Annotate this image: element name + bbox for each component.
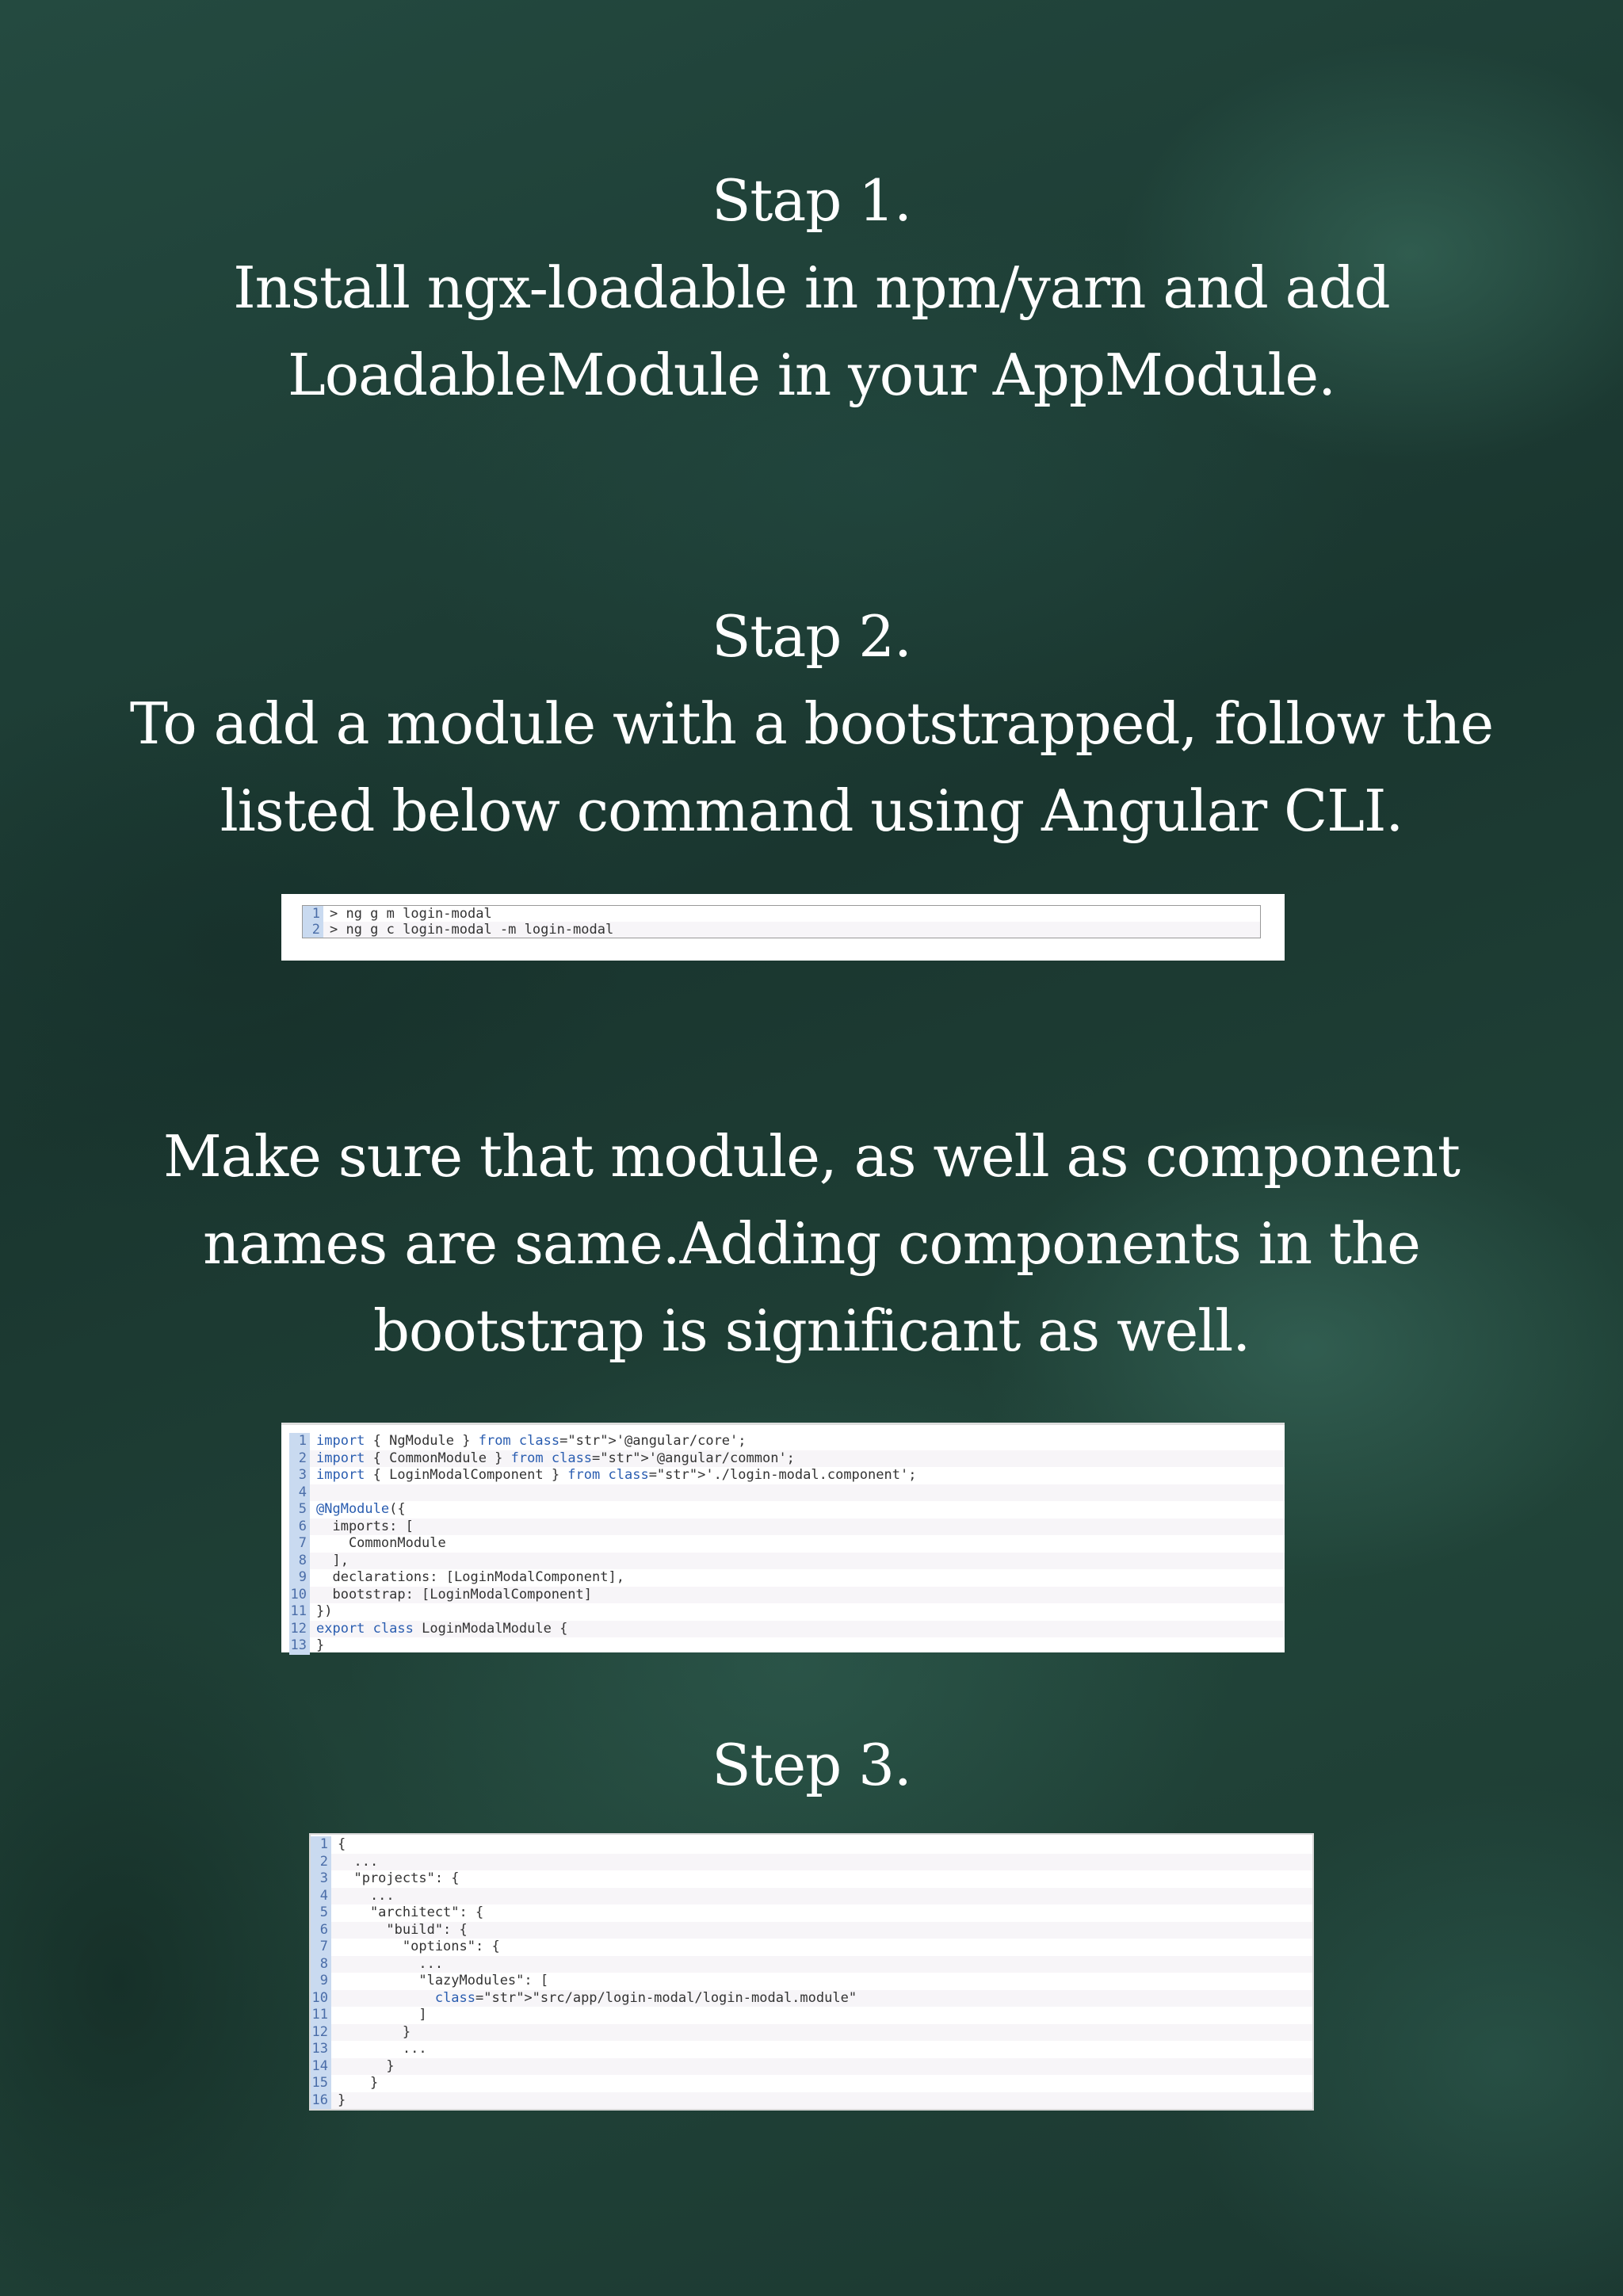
step3-heading	[0, 1721, 1623, 1809]
angular-json-code-block	[309, 1833, 1314, 2111]
code-line	[289, 1587, 1285, 1604]
code-line	[303, 906, 1260, 922]
code-text: ...	[338, 1955, 444, 1972]
line-number: 2	[311, 1854, 331, 1871]
line-number: 1	[289, 1433, 310, 1450]
line-number: 4	[311, 1888, 331, 1905]
code-text: > ng g c login-modal -m login-modal	[330, 922, 614, 938]
code-line	[311, 1922, 1312, 1939]
code-text: ],	[316, 1552, 349, 1568]
code-text: })	[316, 1603, 333, 1619]
code-line	[289, 1450, 1285, 1468]
code-line	[311, 1854, 1312, 1871]
code-text: ...	[338, 1853, 379, 1870]
line-number: 12	[311, 2024, 331, 2042]
code-line	[289, 1553, 1285, 1570]
step1-line-2: LoadableModule in your AppModule.	[287, 342, 1336, 408]
code-text: export class LoginModalModule {	[316, 1620, 568, 1637]
code-text: "options": {	[338, 1939, 500, 1954]
code-text: CommonModule	[316, 1535, 446, 1551]
code-line	[303, 922, 1260, 938]
code-text: }	[338, 2092, 346, 2108]
line-number: 13	[311, 2041, 331, 2058]
line-number: 1	[303, 906, 323, 922]
code-line	[311, 2058, 1312, 2076]
code-line	[289, 1484, 1285, 1502]
line-number: 11	[289, 1603, 310, 1621]
code-line	[311, 1888, 1312, 1905]
step2-line-1: To add a module with a bootstrapped, follow the	[129, 690, 1494, 757]
line-number: 9	[311, 1973, 331, 1990]
line-number: 2	[303, 922, 323, 938]
code-line	[289, 1621, 1285, 1638]
line-number: 7	[311, 1939, 331, 1956]
code-text: imports: [	[316, 1518, 414, 1534]
note-heading	[0, 1113, 1623, 1374]
code-line	[311, 2075, 1312, 2092]
module-code-block	[281, 1423, 1285, 1652]
line-number: 6	[289, 1519, 310, 1536]
code-line	[311, 1990, 1312, 2008]
code-text: }	[338, 2023, 411, 2040]
line-number: 10	[289, 1587, 310, 1604]
code-line	[311, 1904, 1312, 1922]
code-line	[311, 1836, 1312, 1854]
line-number: 16	[311, 2092, 331, 2110]
line-number: 10	[311, 1990, 331, 2008]
code-text: }	[338, 2075, 379, 2091]
code-text: class="str">"src/app/login-modal/login-modal.module"	[434, 1989, 857, 2006]
code-line	[289, 1519, 1285, 1536]
step2-line-2: listed below command using Angular CLI.	[220, 777, 1403, 844]
line-number: 6	[311, 1922, 331, 1939]
step3-title: Step 3.	[712, 1732, 911, 1798]
code-text: "lazyModules": [	[338, 1973, 549, 1988]
code-text: @NgModule({	[316, 1501, 406, 1517]
line-number: 14	[311, 2058, 331, 2076]
code-text: import { CommonModule } from class="str">'@angular/common';	[316, 1450, 795, 1466]
line-number: 3	[289, 1467, 310, 1484]
code-line	[289, 1433, 1285, 1450]
step2-title: Stap 2.	[712, 603, 911, 670]
code-text: ]	[338, 2007, 427, 2023]
line-number: 13	[289, 1637, 310, 1655]
code-text: declarations: [LoginModalComponent],	[316, 1569, 624, 1585]
code-line	[311, 2007, 1312, 2024]
line-number: 12	[289, 1621, 310, 1638]
code-text: "architect": {	[338, 1904, 484, 1920]
code-text: import { LoginModalComponent } from class="str">'./login-modal.component';	[316, 1467, 917, 1483]
code-line	[311, 1939, 1312, 1956]
code-text: }	[316, 1637, 325, 1653]
code-lines	[311, 1836, 1312, 2109]
cli-command-code-block	[281, 894, 1285, 961]
line-number: 11	[311, 2007, 331, 2024]
code-text: bootstrap: [LoginModalComponent]	[316, 1586, 592, 1603]
code-line	[289, 1603, 1285, 1621]
code-line	[311, 1870, 1312, 1888]
code-lines	[289, 1433, 1285, 1652]
step1-title: Stap 1.	[712, 167, 911, 234]
code-text: "projects": {	[338, 1870, 460, 1886]
code-line	[289, 1467, 1285, 1484]
line-number: 2	[289, 1450, 310, 1468]
code-line	[311, 2041, 1312, 2058]
code-text: ...	[338, 2041, 427, 2057]
note-line-1: Make sure that module, as well as component	[163, 1123, 1460, 1190]
line-number: 8	[289, 1553, 310, 1570]
code-line	[311, 2092, 1312, 2110]
line-number: 1	[311, 1836, 331, 1854]
step1-heading	[0, 157, 1623, 418]
code-text: ...	[338, 1887, 395, 1904]
line-number: 7	[289, 1535, 310, 1553]
step1-line-1: Install ngx-loadable in npm/yarn and add	[233, 254, 1390, 321]
code-line	[311, 1973, 1312, 1990]
code-line	[289, 1535, 1285, 1553]
code-text: import { NgModule } from class="str">'@angular/core';	[316, 1433, 747, 1449]
line-number: 5	[311, 1904, 331, 1922]
code-text: "build": {	[338, 1921, 468, 1938]
code-text: > ng g m login-modal	[330, 906, 492, 922]
code-line	[289, 1569, 1285, 1587]
line-number: 15	[311, 2075, 331, 2092]
line-number: 8	[311, 1956, 331, 1973]
line-number: 3	[311, 1870, 331, 1888]
note-line-2: names are same.Adding components in the	[203, 1210, 1420, 1277]
code-text: }	[338, 2057, 395, 2074]
code-line	[289, 1501, 1285, 1519]
line-number: 4	[289, 1484, 310, 1502]
code-text	[310, 1484, 316, 1502]
line-number: 5	[289, 1501, 310, 1519]
code-lines	[302, 905, 1261, 938]
code-line	[311, 1956, 1312, 1973]
code-line	[289, 1637, 1285, 1655]
line-number: 9	[289, 1569, 310, 1587]
code-text: {	[338, 1836, 346, 1852]
note-line-3: bootstrap is significant as well.	[372, 1297, 1251, 1364]
code-line	[311, 2024, 1312, 2042]
step2-heading	[0, 593, 1623, 854]
